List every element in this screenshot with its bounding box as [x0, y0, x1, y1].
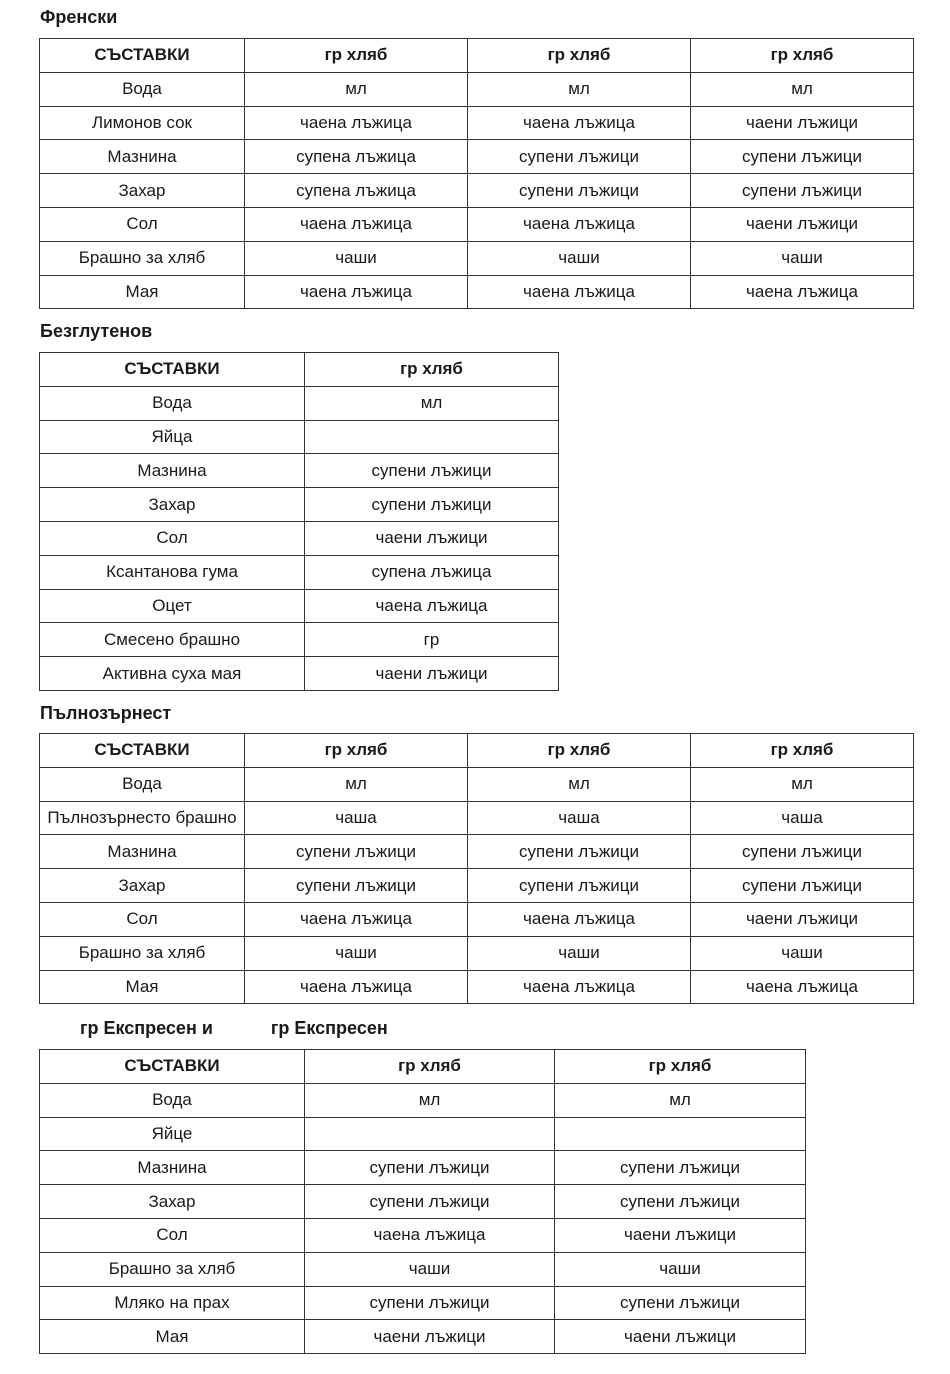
amount-cell: супени лъжици: [468, 174, 691, 208]
amount-cell: чаена лъжица: [468, 970, 691, 1004]
header-row: [40, 1050, 806, 1084]
amount-cell: супена лъжица: [245, 174, 468, 208]
ingredient-cell: Сол: [40, 1218, 305, 1252]
amount-cell: супени лъжици: [468, 835, 691, 869]
french-title: Френски: [40, 7, 118, 27]
amount-cell: супени лъжици: [305, 1185, 555, 1219]
amount-cell: мл: [305, 1083, 555, 1117]
ingredient-cell: Вода: [40, 72, 245, 106]
amount-cell: супени лъжици: [691, 174, 914, 208]
amount-cell: чаена лъжица: [468, 106, 691, 140]
amount-cell: чаши: [245, 241, 468, 275]
ingredient-cell: Мазнина: [40, 140, 245, 174]
amount-cell: чаени лъжици: [691, 106, 914, 140]
amount-cell: чаши: [555, 1252, 806, 1286]
amount-cell: чаена лъжица: [691, 970, 914, 1004]
amount-cell: чаена лъжица: [245, 970, 468, 1004]
table-row: [40, 936, 914, 970]
table-row: [40, 454, 559, 488]
table-row: [40, 275, 914, 309]
column-header-bread-size: гр хляб: [468, 39, 691, 73]
amount-cell: мл: [691, 767, 914, 801]
header-row: [40, 734, 914, 768]
table-row: [40, 72, 914, 106]
ingredient-cell: Пълнозърнесто брашно: [40, 801, 245, 835]
amount-cell: супени лъжици: [305, 488, 559, 522]
ingredient-cell: Брашно за хляб: [40, 936, 245, 970]
ingredient-cell: Сол: [40, 521, 305, 555]
amount-cell: супена лъжица: [305, 555, 559, 589]
column-header-ingredients: СЪСТАВКИ: [40, 39, 245, 73]
column-header-bread-size: гр хляб: [468, 734, 691, 768]
table-row: [40, 140, 914, 174]
column-header-bread-size: гр хляб: [305, 353, 559, 387]
gluten-free-title: Безглутенов: [40, 321, 153, 341]
amount-cell: чаена лъжица: [691, 275, 914, 309]
express-title: [80, 1017, 388, 1039]
amount-cell: чаени лъжици: [555, 1320, 806, 1354]
amount-cell: чаени лъжици: [305, 521, 559, 555]
table-row: [40, 902, 914, 936]
table-row: [40, 488, 559, 522]
amount-cell: гр: [305, 623, 559, 657]
column-header-bread-size: гр хляб: [245, 39, 468, 73]
table-row: [40, 589, 559, 623]
ingredient-cell: Мая: [40, 1320, 305, 1354]
ingredient-cell: Захар: [40, 869, 245, 903]
ingredient-cell: Лимонов сок: [40, 106, 245, 140]
ingredient-cell: Вода: [40, 767, 245, 801]
amount-cell: супени лъжици: [305, 1151, 555, 1185]
ingredient-cell: Яйце: [40, 1117, 305, 1151]
amount-cell: супени лъжици: [468, 869, 691, 903]
ingredient-cell: Яйца: [40, 420, 305, 454]
amount-cell: мл: [468, 72, 691, 106]
amount-cell: мл: [691, 72, 914, 106]
amount-cell: мл: [245, 72, 468, 106]
table-row: [40, 106, 914, 140]
amount-cell: супени лъжици: [305, 1286, 555, 1320]
amount-cell: чаена лъжица: [468, 275, 691, 309]
ingredient-cell: Ксантанова гума: [40, 555, 305, 589]
table-row: [40, 869, 914, 903]
table-row: [40, 835, 914, 869]
table-row: [40, 1117, 806, 1151]
column-header-bread-size: гр хляб: [305, 1050, 555, 1084]
amount-cell: мл: [305, 386, 559, 420]
amount-cell: чаена лъжица: [305, 589, 559, 623]
amount-cell: чаша: [245, 801, 468, 835]
table-row: [40, 767, 914, 801]
amount-cell: супени лъжици: [555, 1185, 806, 1219]
amount-cell: супени лъжици: [691, 140, 914, 174]
amount-cell: чаши: [468, 241, 691, 275]
column-header-bread-size: гр хляб: [691, 734, 914, 768]
amount-cell: чаена лъжица: [245, 275, 468, 309]
table-row: [40, 623, 559, 657]
whole-grain-title: Пълнозърнест: [40, 703, 172, 723]
amount-cell: мл: [468, 767, 691, 801]
amount-cell: чаша: [691, 801, 914, 835]
table-row: [40, 1218, 806, 1252]
ingredient-cell: Мляко на прах: [40, 1286, 305, 1320]
ingredient-cell: Мая: [40, 970, 245, 1004]
ingredient-cell: Брашно за хляб: [40, 1252, 305, 1286]
column-header-ingredients: СЪСТАВКИ: [40, 734, 245, 768]
amount-cell: супени лъжици: [555, 1286, 806, 1320]
amount-cell: супени лъжици: [691, 835, 914, 869]
express-title-part1: гр Експресен и: [80, 1018, 213, 1038]
amount-cell: супена лъжица: [245, 140, 468, 174]
french-table: [39, 38, 914, 309]
amount-cell: [305, 420, 559, 454]
ingredient-cell: Захар: [40, 174, 245, 208]
amount-cell: чаши: [691, 241, 914, 275]
amount-cell: чаени лъжици: [305, 1320, 555, 1354]
amount-cell: чаена лъжица: [245, 902, 468, 936]
table-row: [40, 657, 559, 691]
table-row: [40, 555, 559, 589]
ingredient-cell: Сол: [40, 902, 245, 936]
amount-cell: чаена лъжица: [468, 902, 691, 936]
amount-cell: чаени лъжици: [555, 1218, 806, 1252]
table-row: [40, 241, 914, 275]
ingredient-cell: Мая: [40, 275, 245, 309]
amount-cell: супени лъжици: [305, 454, 559, 488]
amount-cell: чаена лъжица: [468, 207, 691, 241]
column-header-ingredients: СЪСТАВКИ: [40, 1050, 305, 1084]
table-row: [40, 420, 559, 454]
header-row: [40, 353, 559, 387]
table-row: [40, 521, 559, 555]
table-row: [40, 1286, 806, 1320]
ingredient-cell: Мазнина: [40, 454, 305, 488]
table-row: [40, 207, 914, 241]
amount-cell: чаша: [468, 801, 691, 835]
ingredient-cell: Мазнина: [40, 835, 245, 869]
header-row: [40, 39, 914, 73]
table-row: [40, 174, 914, 208]
amount-cell: чаена лъжица: [305, 1218, 555, 1252]
amount-cell: [555, 1117, 806, 1151]
amount-cell: чаени лъжици: [305, 657, 559, 691]
express-title-part2: гр Експресен: [270, 1018, 388, 1038]
amount-cell: супени лъжици: [245, 835, 468, 869]
whole-grain-table: [39, 733, 914, 1004]
amount-cell: чаени лъжици: [691, 902, 914, 936]
column-header-bread-size: гр хляб: [555, 1050, 806, 1084]
amount-cell: супени лъжици: [468, 140, 691, 174]
amount-cell: мл: [245, 767, 468, 801]
amount-cell: супени лъжици: [691, 869, 914, 903]
table-row: [40, 1252, 806, 1286]
column-header-bread-size: гр хляб: [245, 734, 468, 768]
amount-cell: чаши: [305, 1252, 555, 1286]
amount-cell: чаени лъжици: [691, 207, 914, 241]
ingredient-cell: Брашно за хляб: [40, 241, 245, 275]
gluten-free-table: [39, 352, 559, 691]
ingredient-cell: Активна суха мая: [40, 657, 305, 691]
table-row: [40, 1185, 806, 1219]
table-row: [40, 1151, 806, 1185]
amount-cell: чаши: [245, 936, 468, 970]
amount-cell: [305, 1117, 555, 1151]
table-row: [40, 970, 914, 1004]
amount-cell: чаена лъжица: [245, 106, 468, 140]
ingredient-cell: Мазнина: [40, 1151, 305, 1185]
amount-cell: супени лъжици: [555, 1151, 806, 1185]
ingredient-cell: Оцет: [40, 589, 305, 623]
ingredient-cell: Вода: [40, 386, 305, 420]
amount-cell: мл: [555, 1083, 806, 1117]
ingredient-cell: Вода: [40, 1083, 305, 1117]
ingredient-cell: Захар: [40, 1185, 305, 1219]
column-header-bread-size: гр хляб: [691, 39, 914, 73]
table-row: [40, 801, 914, 835]
table-row: [40, 386, 559, 420]
express-table: [39, 1049, 806, 1354]
ingredient-cell: Захар: [40, 488, 305, 522]
amount-cell: чаши: [468, 936, 691, 970]
table-row: [40, 1083, 806, 1117]
amount-cell: чаена лъжица: [245, 207, 468, 241]
ingredient-cell: Смесено брашно: [40, 623, 305, 657]
amount-cell: чаши: [691, 936, 914, 970]
amount-cell: супени лъжици: [245, 869, 468, 903]
table-row: [40, 1320, 806, 1354]
column-header-ingredients: СЪСТАВКИ: [40, 353, 305, 387]
ingredient-cell: Сол: [40, 207, 245, 241]
